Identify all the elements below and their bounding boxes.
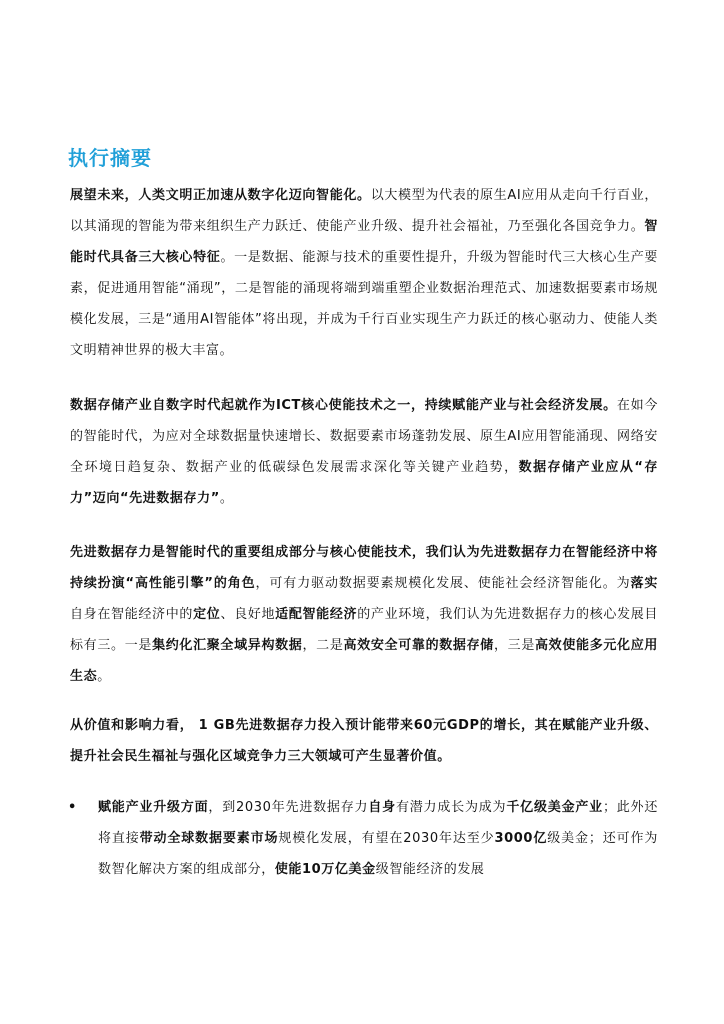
bold-text: 赋能产业升级方面 [98, 800, 209, 815]
bold-text: 高效使能多元化应用生态 [70, 638, 658, 684]
paragraph-vision [70, 180, 658, 366]
body-text: ，二是 [302, 638, 344, 653]
body-text: 。一是数据、能源与技术的重要性提升，升级为智能时代三大核心生产要素，促进通用智能“涌现”，二是智能的涌现将端到端重塑企业数据治理范式、加速数据要素市场规模化发展，三是“通用AI智能体”将出现，并成为千行百业实现生产力跃迁的核心驱动力、使能人类文明精神世界的极大丰富。 [70, 250, 658, 358]
body-text: 级美金；还可作为数智化解决方案的组成部分， [98, 831, 658, 877]
body-text: ，到2030年先进数据存力 [208, 800, 369, 815]
bold-text: 适配智能经济 [275, 607, 358, 622]
body-text: 在如今的智能时代，为应对全球数据量快速增长、数据要素市场蓬勃发展、原生AI应用智能涌现、网络安全环境日趋复杂、数据产业的低碳绿色发展需求深化等关键产业趋势， [70, 398, 658, 475]
body-text: 。 [219, 491, 234, 506]
bold-text: 从价值和影响力看， 1 GB先进数据存力投入预计能带来60元GDP的增长，其在赋能产业升级、提升社会民生福祉与强化区域竞争力三大领域可产生显著价值。 [70, 718, 658, 764]
body-text: 有潜力成长为成为 [395, 800, 507, 815]
body-text: 、良好地 [220, 607, 276, 622]
paragraph-value-impact [70, 710, 658, 772]
bold-text: 自身 [368, 800, 396, 815]
body-text: 的产业环境，我们认为先进数据存力的核心发展目标有三。一是 [70, 607, 659, 653]
paragraph-storage-industry [70, 390, 658, 514]
bold-text: 落实 [630, 576, 659, 591]
body-text: ，可有力驱动数据要素规模化发展、使能社会经济智能化。为 [255, 576, 631, 591]
body-text: ，三是 [493, 638, 535, 653]
bold-text: 定位 [193, 607, 221, 622]
body-text: 规模化发展，有望在2030年达至少 [278, 831, 495, 846]
bullet-industry-upgrade [98, 792, 658, 885]
bold-text: 智能时代具备三大核心特征 [70, 219, 658, 265]
body-text: 级智能经济的发展 [375, 862, 485, 877]
bold-text: 使能10万亿美金 [274, 862, 376, 877]
body-text: 自身在智能经济中的 [70, 607, 194, 622]
bold-text: 3000亿 [494, 831, 548, 846]
bold-text: 千亿级美金产业 [506, 800, 603, 815]
bullet-marker: • [68, 800, 77, 815]
bold-text: 集约化汇聚全域异构数据 [152, 638, 303, 653]
body-text: 。 [97, 669, 111, 684]
body-text: 以大模型为代表的原生AI应用从走向千行百业，以其涌现的智能为带来组织生产力跃迁、使能产业升级、提升社会福祉，乃至强化各国竞争力。 [70, 188, 658, 234]
body-text: ；此外还将直接 [98, 800, 658, 846]
bold-text: 数据存储产业应从“存力”迈向“先进数据存力” [70, 460, 658, 506]
bold-text: 展望未来，人类文明正加速从数字化迈向智能化。 [70, 188, 371, 203]
bold-text: 高效安全可靠的数据存储 [343, 638, 494, 653]
bold-text: 数据存储产业自数字时代起就作为ICT核心使能技术之一，持续赋能产业与社会经济发展。 [70, 398, 617, 413]
paragraph-advanced-storage [70, 537, 658, 692]
section-title: 执行摘要 [68, 146, 152, 170]
bold-text: 先进数据存力是智能时代的重要组成部分与核心使能技术，我们认为先进数据存力在智能经济中将持续扮演“高性能引擎”的角色 [70, 545, 658, 591]
bold-text: 带动全球数据要素市场 [139, 831, 279, 846]
